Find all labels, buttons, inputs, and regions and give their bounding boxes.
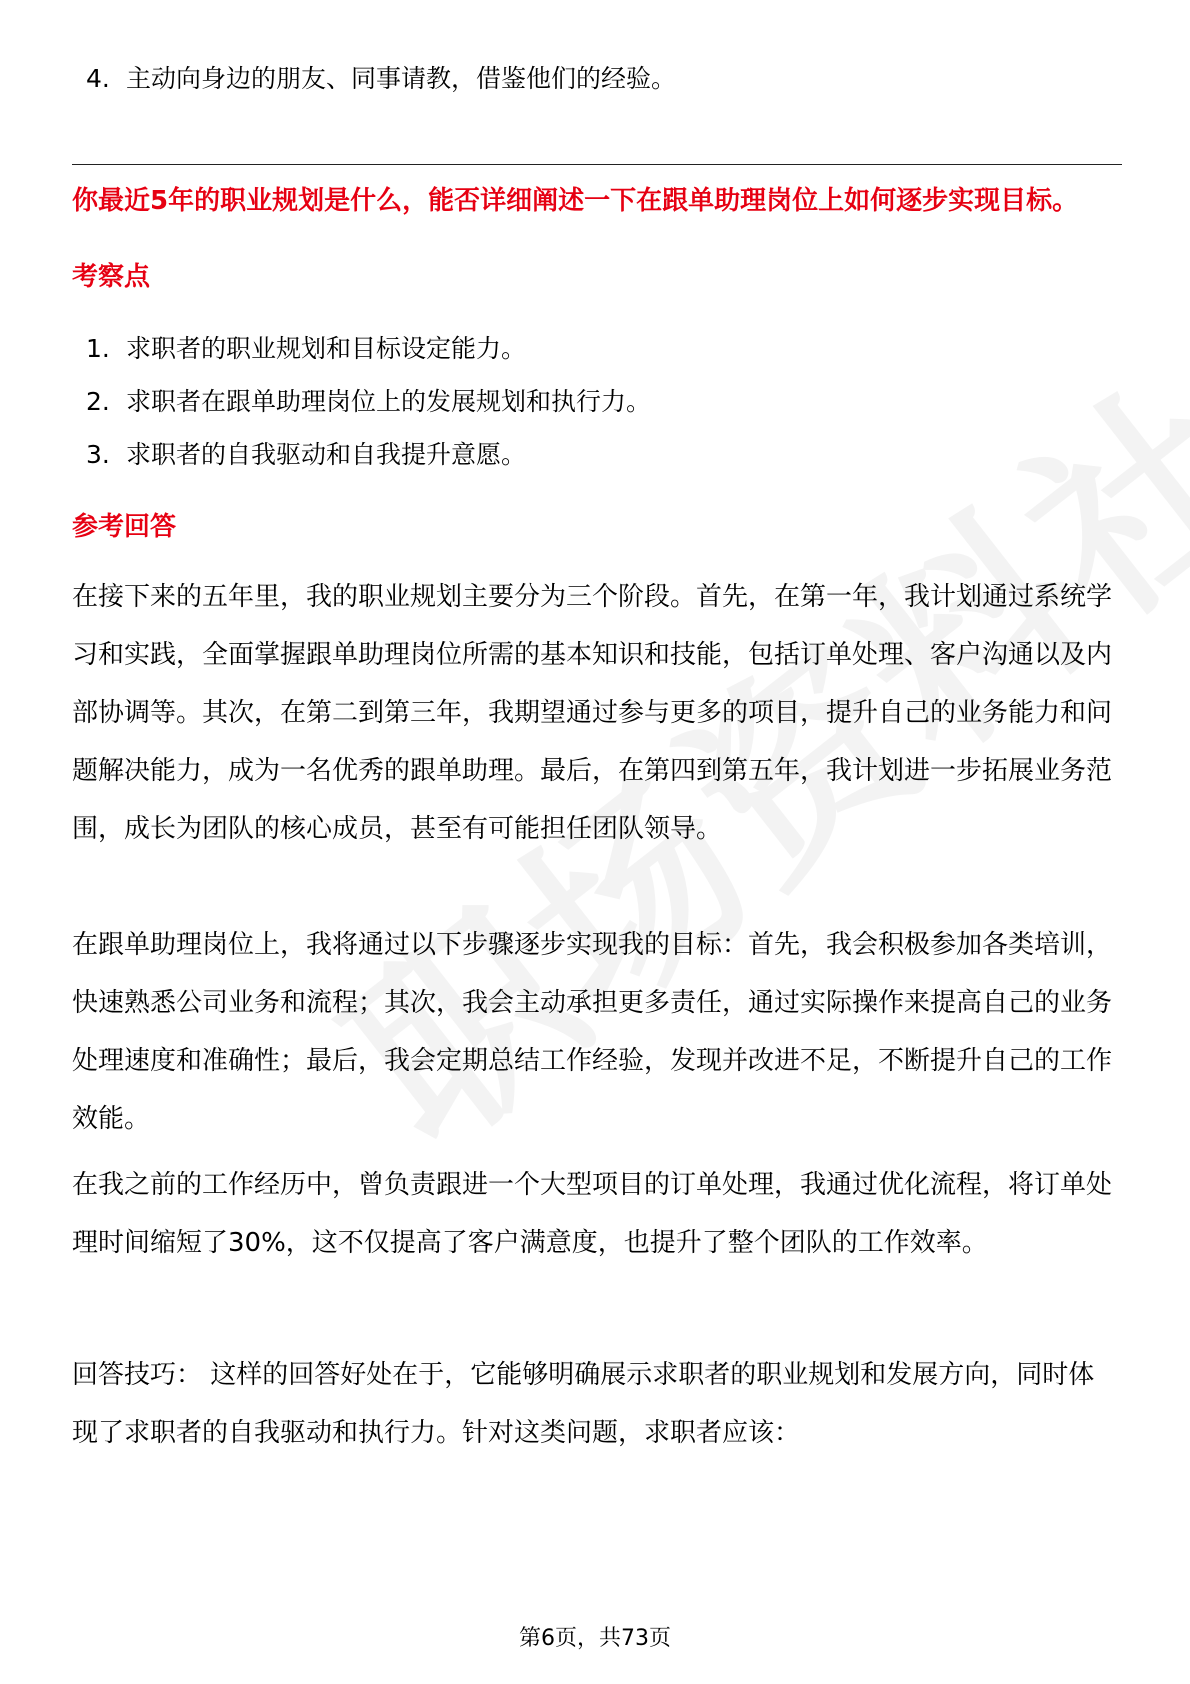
exam-point-text: 求职者的职业规划和目标设定能力。 xyxy=(126,334,527,363)
exam-point-text: 求职者在跟单助理岗位上的发展规划和执行力。 xyxy=(126,387,652,416)
exam-point-number: 2. xyxy=(86,387,110,416)
exam-point-number: 1. xyxy=(86,334,110,363)
exam-point-item xyxy=(86,332,526,366)
page-number: 第6页，共73页 xyxy=(519,1626,671,1651)
reference-answer-heading: 参考回答 xyxy=(72,512,177,542)
list-item-text: 主动向身边的朋友、同事请教，借鉴他们的经验。 xyxy=(126,64,677,93)
answer-paragraph: 在接下来的五年里，我的职业规划主要分为三个阶段。首先，在第一年，我计划通过系统学习和实践，全面掌握跟单助理岗位所需的基本知识和技能，包括订单处理、客户沟通以及内部协调等。其次，在第二到第三年，我期望通过参与更多的项目，提升自己的业务能力和问题解决能力，成为一名优秀的跟单助理。最后，在第四到第五年，我计划进一步拓展业务范围，成长为团队的核心成员，甚至有可能担任团队领导。 xyxy=(72,582,1113,844)
answer-tips-paragraph: 回答技巧： 这样的回答好处在于，它能够明确展示求职者的职业规划和发展方向，同时体现了求职者的自我驱动和执行力。针对这类问题，求职者应该： xyxy=(72,1360,1095,1448)
exam-point-number: 3. xyxy=(86,440,110,469)
exam-point-item xyxy=(86,385,651,419)
answer-paragraph: 在跟单助理岗位上，我将通过以下步骤逐步实现我的目标：首先，我会积极参加各类培训，快速熟悉公司业务和流程；其次，我会主动承担更多责任，通过实际操作来提高自己的业务处理速度和准确性；最后，我会定期总结工作经验，发现并改进不足，不断提升自己的工作效能。 xyxy=(72,930,1113,1134)
list-item xyxy=(86,62,676,96)
answer-paragraph: 在我之前的工作经历中，曾负责跟进一个大型项目的订单处理，我通过优化流程，将订单处理时间缩短了30%，这不仅提高了客户满意度，也提升了整个团队的工作效率。 xyxy=(72,1170,1113,1258)
exam-points-heading: 考察点 xyxy=(72,262,151,292)
exam-point-text: 求职者的自我驱动和自我提升意愿。 xyxy=(126,440,527,469)
question-title: 你最近5年的职业规划是什么，能否详细阐述一下在跟单助理岗位上如何逐步实现目标。 xyxy=(72,186,1079,216)
section-divider xyxy=(72,164,1122,165)
list-item-number: 4. xyxy=(86,64,110,93)
exam-point-item xyxy=(86,438,526,472)
